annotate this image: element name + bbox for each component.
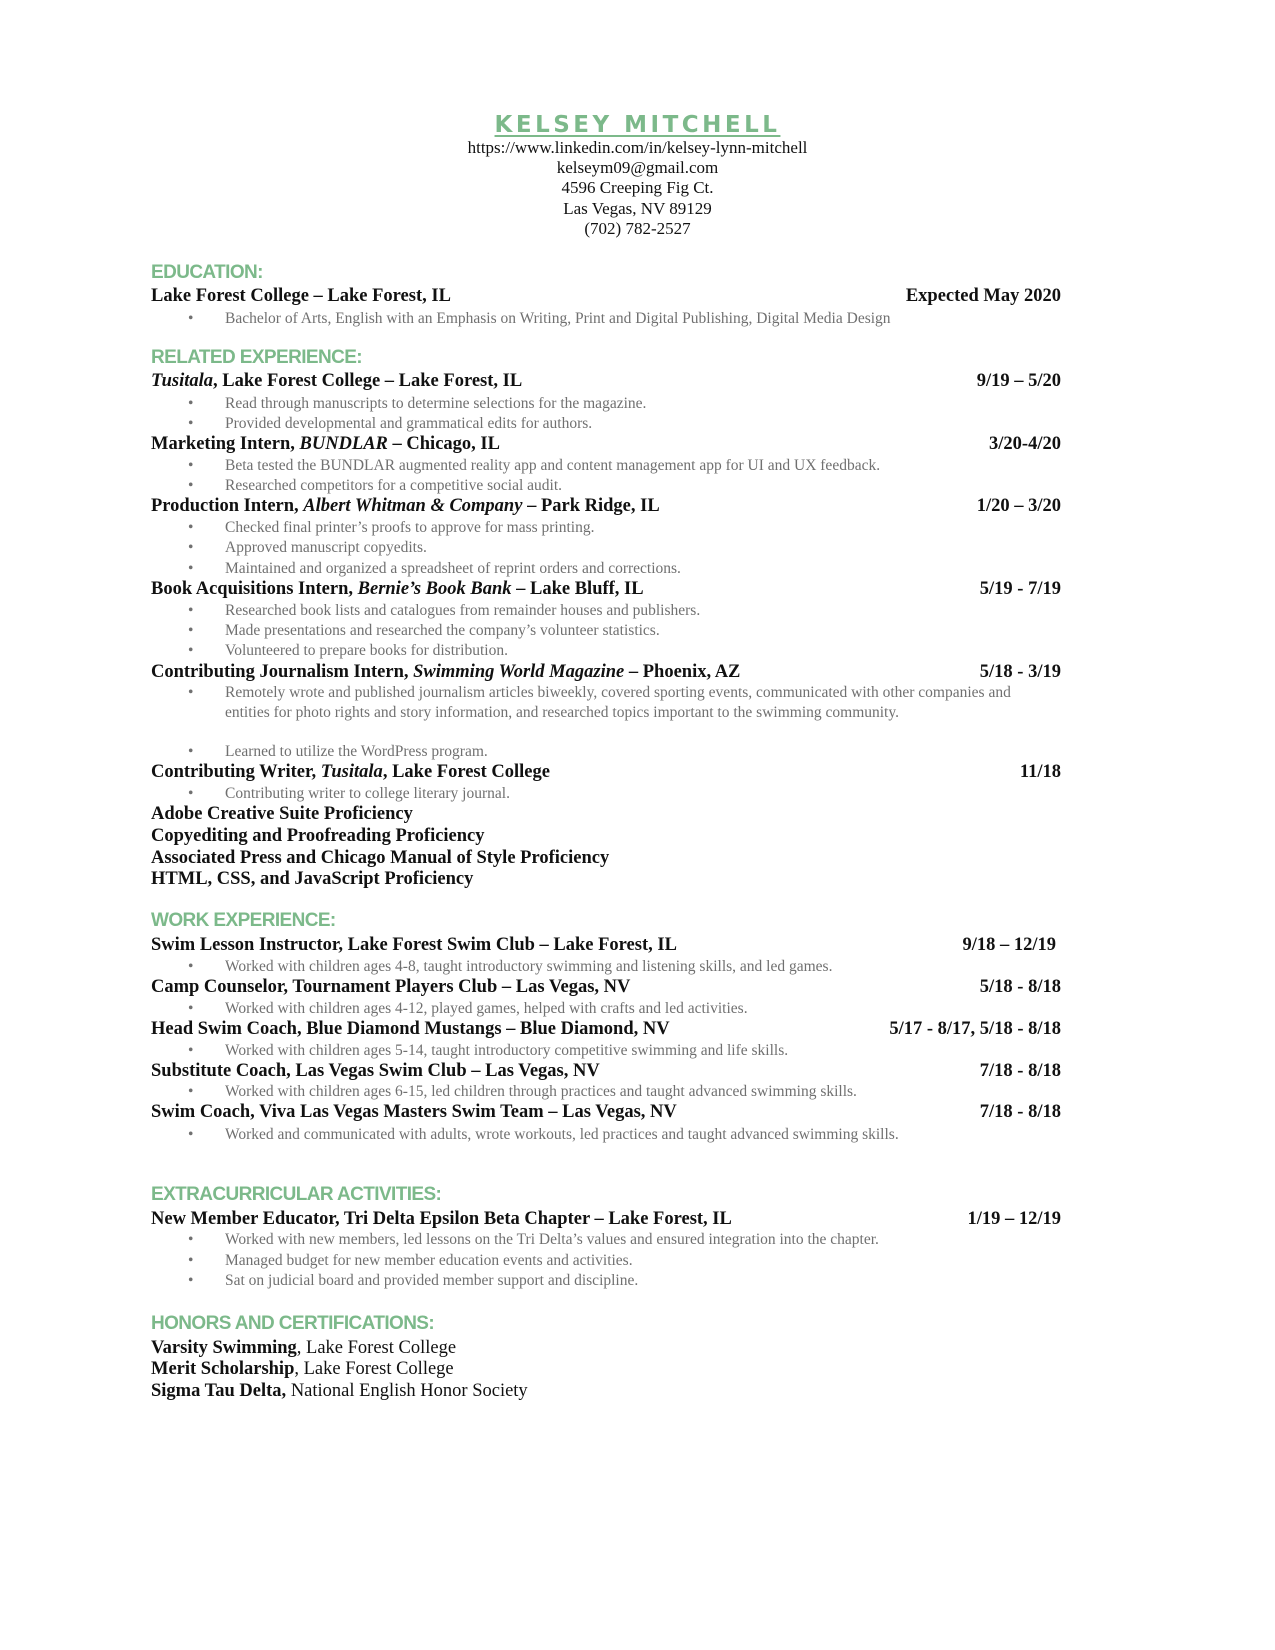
job-date: 7/18 - 8/18 bbox=[979, 1061, 1061, 1081]
skill-item: Associated Press and Chicago Manual of Style Proficiency bbox=[151, 848, 610, 868]
skill-item: HTML, CSS, and JavaScript Proficiency bbox=[151, 869, 474, 889]
education-entry bbox=[151, 285, 1061, 307]
phone-number: (702) 782-2527 bbox=[584, 219, 691, 238]
job-date: 1/20 – 3/20 bbox=[976, 496, 1061, 516]
job-date: 9/19 – 5/20 bbox=[976, 371, 1061, 391]
list-item: • Remotely wrote and published journalism articles biweekly, covered sporting events, communicated with other companies and entities for photo rights and story information, and researched topics important to the swimming community. bbox=[188, 683, 1028, 723]
job-entry: Head Swim Coach, Blue Diamond Mustangs – Blue Diamond, NV 5/17 - 8/17, 5/18 - 8/18 bbox=[151, 1019, 1061, 1039]
list-item: • Provided developmental and grammatical edits for authors. bbox=[188, 414, 1028, 434]
extracurricular-heading: EXTRACURRICULAR ACTIVITIES: bbox=[151, 1184, 442, 1205]
education-date: Expected May 2020 bbox=[905, 286, 1061, 306]
list-item: • Worked with children ages 4-12, played games, helped with crafts and led activities. bbox=[188, 999, 1028, 1019]
job-date: 5/19 - 7/19 bbox=[979, 579, 1061, 599]
skill-item: Copyediting and Proofreading Proficiency bbox=[151, 826, 485, 846]
linkedin-url[interactable]: https://www.linkedin.com/in/kelsey-lynn-mitchell bbox=[467, 138, 808, 157]
school-name: Lake Forest College – Lake Forest, IL bbox=[151, 286, 451, 306]
honor-item: Merit Scholarship, Lake Forest College bbox=[151, 1359, 454, 1379]
job-entry: Swim Coach, Viva Las Vegas Masters Swim Team – Las Vegas, NV 7/18 - 8/18 bbox=[151, 1102, 1061, 1122]
list-item: • Worked with children ages 4-8, taught introductory swimming and listening skills, and led games. bbox=[188, 957, 1028, 977]
job-entry: Tusitala, Lake Forest College – Lake Forest, IL 9/19 – 5/20 bbox=[151, 371, 1061, 391]
list-item: • Managed budget for new member education events and activities. bbox=[188, 1251, 1028, 1271]
list-item: • Worked and communicated with adults, wrote workouts, led practices and taught advanced swimming skills. bbox=[188, 1125, 1028, 1145]
job-date: 3/20-4/20 bbox=[989, 434, 1061, 454]
list-item: • Beta tested the BUNDLAR augmented reality app and content management app for UI and UX feedback. bbox=[188, 456, 1028, 476]
job-entry: Swim Lesson Instructor, Lake Forest Swim Club – Lake Forest, IL 9/18 – 12/19 bbox=[151, 935, 1056, 955]
job-entry: Contributing Journalism Intern, Swimming World Magazine – Phoenix, AZ 5/18 - 3/19 bbox=[151, 662, 1061, 682]
list-item: • Contributing writer to college literary journal. bbox=[188, 784, 1028, 804]
list-item: • Worked with children ages 6-15, led children through practices and taught advanced swimming skills. bbox=[188, 1082, 1028, 1102]
education-heading: EDUCATION: bbox=[151, 262, 263, 283]
list-item: • Researched book lists and catalogues from remainder houses and publishers. bbox=[188, 601, 1028, 621]
street-address: 4596 Creeping Fig Ct. bbox=[561, 178, 714, 197]
list-item: • Worked with new members, led lessons on the Tri Delta’s values and ensured integration into the chapter. bbox=[188, 1230, 1028, 1250]
job-date: 5/17 - 8/17, 5/18 - 8/18 bbox=[889, 1019, 1061, 1039]
list-item: • Researched competitors for a competitive social audit. bbox=[188, 476, 1028, 496]
job-entry: Substitute Coach, Las Vegas Swim Club – Las Vegas, NV 7/18 - 8/18 bbox=[151, 1061, 1061, 1081]
list-item: • Bachelor of Arts, English with an Emphasis on Writing, Print and Digital Publishing, Digital Media Design bbox=[188, 309, 1028, 329]
list-item: • Learned to utilize the WordPress program. bbox=[188, 742, 1028, 762]
skill-item: Adobe Creative Suite Proficiency bbox=[151, 804, 413, 824]
honor-item: Sigma Tau Delta, National English Honor Society bbox=[151, 1381, 528, 1401]
city-state-zip: Las Vegas, NV 89129 bbox=[563, 199, 712, 218]
job-date: 5/18 - 3/19 bbox=[979, 662, 1061, 682]
job-entry: Production Intern, Albert Whitman & Company – Park Ridge, IL 1/20 – 3/20 bbox=[151, 496, 1061, 516]
job-date: 7/18 - 8/18 bbox=[979, 1102, 1061, 1122]
list-item: • Volunteered to prepare books for distribution. bbox=[188, 641, 1028, 661]
activity-date: 1/19 – 12/19 bbox=[967, 1209, 1061, 1229]
job-entry: Marketing Intern, BUNDLAR – Chicago, IL 3/20-4/20 bbox=[151, 434, 1061, 454]
job-entry: Contributing Writer, Tusitala, Lake Forest College 11/18 bbox=[151, 762, 1061, 782]
work-experience-heading: WORK EXPERIENCE: bbox=[151, 910, 336, 931]
related-experience-heading: RELATED EXPERIENCE: bbox=[151, 347, 362, 368]
list-item: • Read through manuscripts to determine selections for the magazine. bbox=[188, 394, 1028, 414]
candidate-name: KELSEY MITCHELL bbox=[494, 112, 781, 138]
list-item: • Sat on judicial board and provided member support and discipline. bbox=[188, 1271, 1028, 1291]
list-item: • Made presentations and researched the company’s volunteer statistics. bbox=[188, 621, 1028, 641]
list-item: • Approved manuscript copyedits. bbox=[188, 538, 1028, 558]
honors-heading: HONORS AND CERTIFICATIONS: bbox=[151, 1313, 435, 1334]
list-item: • Checked final printer’s proofs to approve for mass printing. bbox=[188, 518, 1028, 538]
list-item: • Worked with children ages 5-14, taught introductory competitive swimming and life skills. bbox=[188, 1041, 1028, 1061]
job-date: 9/18 – 12/19 bbox=[962, 935, 1056, 955]
job-entry: Book Acquisitions Intern, Bernie’s Book Bank – Lake Bluff, IL 5/19 - 7/19 bbox=[151, 579, 1061, 599]
job-date: 11/18 bbox=[1019, 762, 1061, 782]
honor-item: Varsity Swimming, Lake Forest College bbox=[151, 1338, 457, 1358]
activity-entry: New Member Educator, Tri Delta Epsilon Beta Chapter – Lake Forest, IL 1/19 – 12/19 bbox=[151, 1209, 1061, 1229]
list-item: • Maintained and organized a spreadsheet of reprint orders and corrections. bbox=[188, 559, 1028, 579]
job-entry: Camp Counselor, Tournament Players Club – Las Vegas, NV 5/18 - 8/18 bbox=[151, 977, 1061, 997]
email-address[interactable]: kelseym09@gmail.com bbox=[556, 158, 719, 177]
job-date: 5/18 - 8/18 bbox=[979, 977, 1061, 997]
